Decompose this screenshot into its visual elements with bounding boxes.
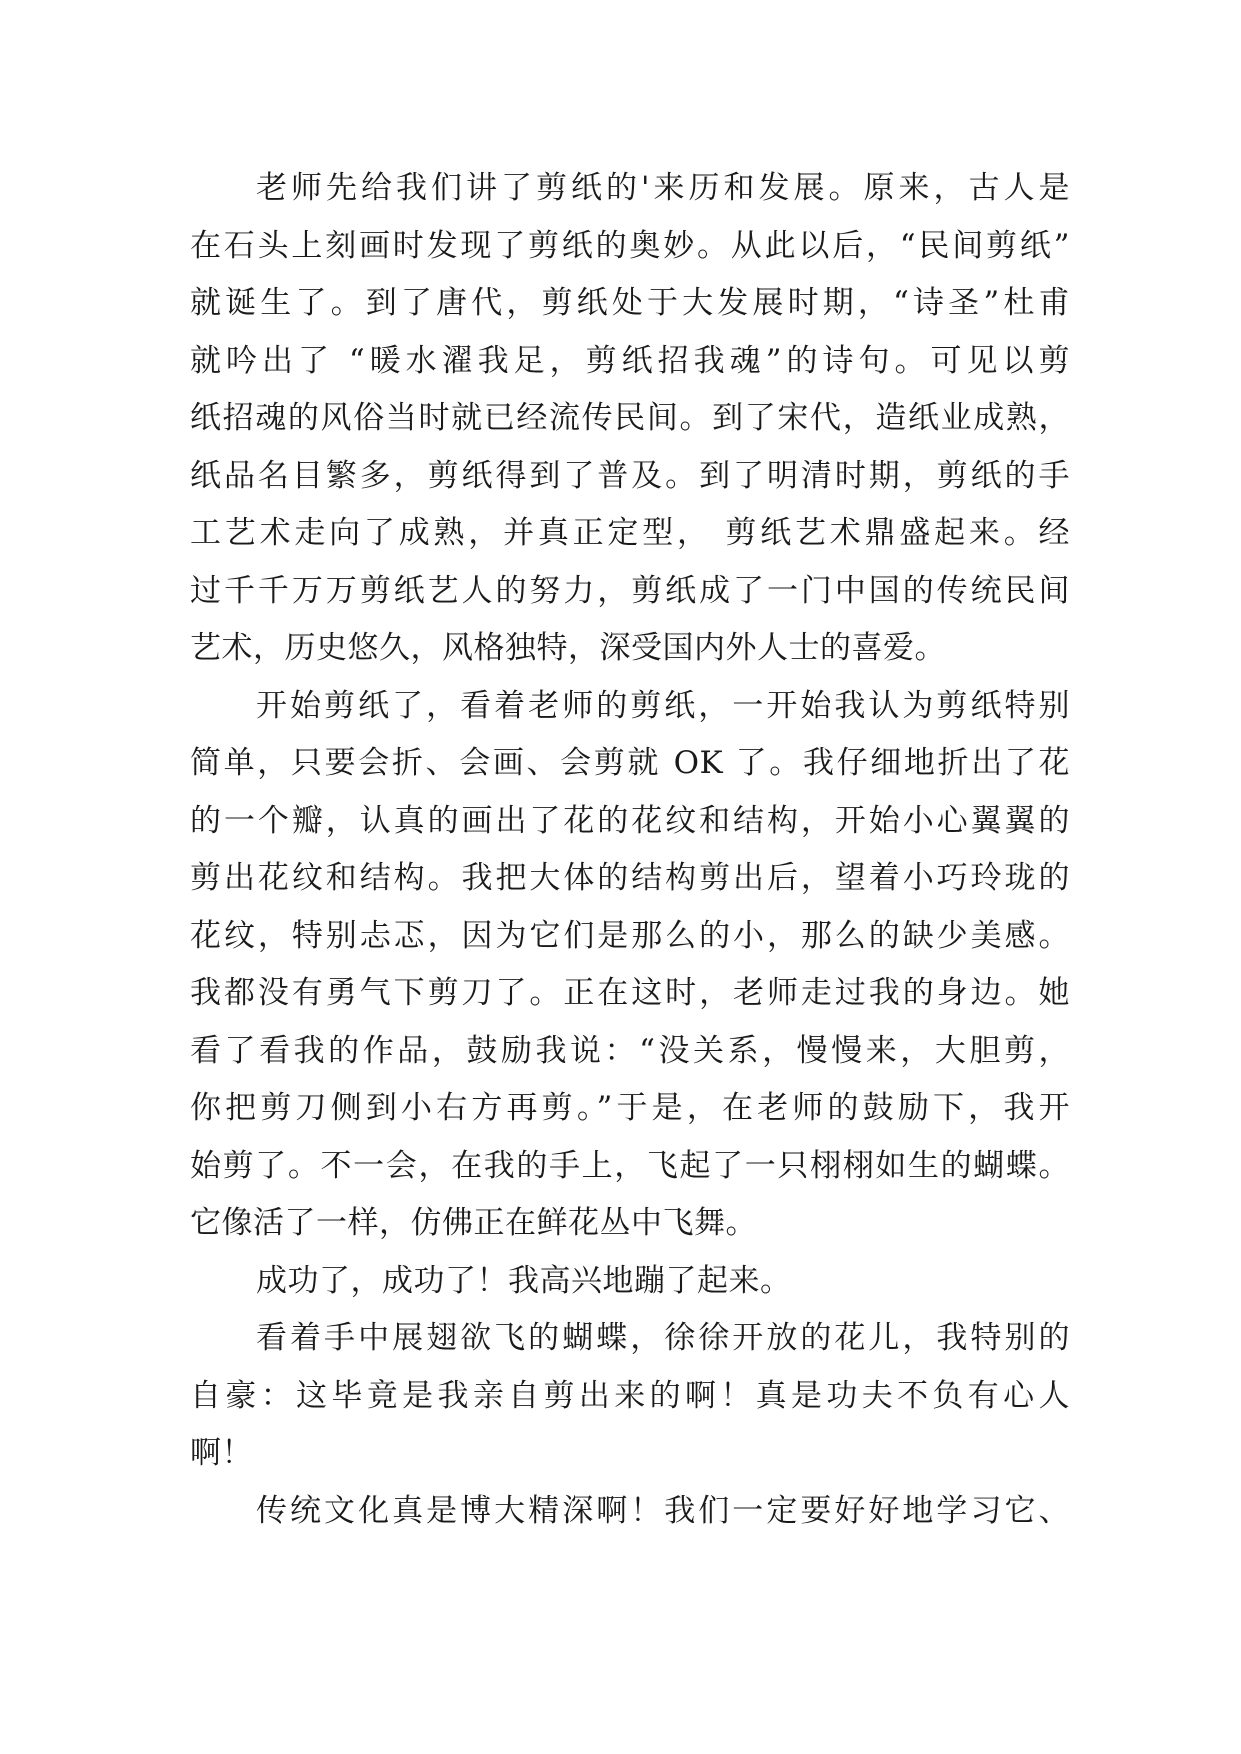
text-line: 成功了，成功了！我高兴地蹦了起来。 bbox=[256, 1262, 792, 1299]
text-line: 工艺术走向了成熟，并真正定型， 剪纸艺术鼎盛起来。经 bbox=[190, 515, 1070, 551]
text-line: 传统文化真是博大精深啊！我们一定要好好地学习它、 bbox=[256, 1492, 1070, 1529]
text-line: 就诞生了。到了唐代，剪纸处于大发展时期，“诗圣”杜甫 bbox=[190, 285, 1070, 321]
text-line: 简单，只要会折、会画、会剪就 OK 了。我仔细地折出了花 bbox=[190, 745, 1070, 781]
text-line: 纸品名目繁多，剪纸得到了普及。到了明清时期，剪纸的手 bbox=[190, 457, 1070, 494]
text-line: 看了看我的作品，鼓励我说：“没关系，慢慢来，大胆剪， bbox=[190, 1032, 1070, 1069]
text-line: 看着手中展翅欲飞的蝴蝶，徐徐开放的花儿，我特别的 bbox=[256, 1320, 1070, 1356]
text-line: 花纹，特别忐忑，因为它们是那么的小，那么的缺少美感。 bbox=[190, 917, 1070, 954]
text-line: 艺术，历史悠久，风格独特，深受国内外人士的喜爱。 bbox=[190, 630, 946, 666]
text-line: 在石头上刻画时发现了剪纸的奥妙。从此以后，“民间剪纸” bbox=[190, 227, 1070, 264]
text-line: 剪出花纹和结构。我把大体的结构剪出后，望着小巧玲珑的 bbox=[190, 860, 1070, 896]
text-line: 自豪：这毕竟是我亲自剪出来的啊！真是功夫不负有心人 bbox=[190, 1377, 1070, 1414]
text-line: 始剪了。不一会，在我的手上，飞起了一只栩栩如生的蝴蝶。 bbox=[190, 1147, 1070, 1184]
text-line: 啊！ bbox=[190, 1435, 253, 1471]
text-line: 纸招魂的风俗当时就已经流传民间。到了宋代，造纸业成熟， bbox=[190, 400, 1070, 436]
body-text bbox=[190, 160, 1070, 1540]
text-line: 它像活了一样，仿佛正在鲜花丛中飞舞。 bbox=[190, 1205, 757, 1241]
text-line: 你把剪刀侧到小右方再剪。”于是，在老师的鼓励下，我开 bbox=[190, 1090, 1070, 1126]
text-line: 就吟出了 “暖水濯我足，剪纸招我魂”的诗句。可见以剪 bbox=[190, 342, 1070, 379]
text-line: 老师先给我们讲了剪纸的'来历和发展。原来，古人是 bbox=[256, 170, 1070, 206]
text-line: 的一个瓣，认真的画出了花的花纹和结构，开始小心翼翼的 bbox=[190, 802, 1070, 839]
text-line: 过千千万万剪纸艺人的努力，剪纸成了一门中国的传统民间 bbox=[190, 572, 1070, 609]
text-line: 我都没有勇气下剪刀了。正在这时，老师走过我的身边。她 bbox=[190, 975, 1070, 1011]
text-line: 开始剪纸了，看着老师的剪纸，一开始我认为剪纸特别 bbox=[256, 687, 1070, 724]
